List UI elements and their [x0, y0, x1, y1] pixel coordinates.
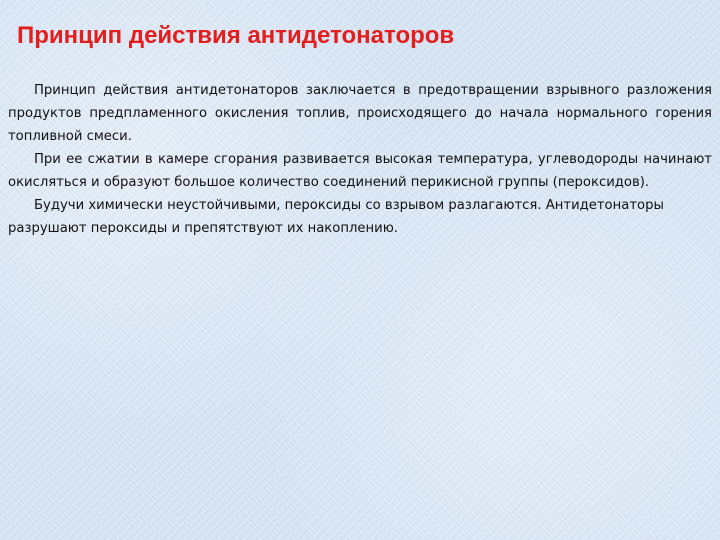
paragraph-compression: При ее сжатии в камере сгорания развивается высокая температура, углеводороды начинают окисляться и образуют большое количество соединений перикисной группы (пероксидов). — [8, 152, 712, 190]
slide-title: Принцип действия антидетонаторов — [17, 22, 455, 49]
paragraph-principle: Принцип действия антидетонаторов заключается в предотвращении взрывного разложения продуктов предпламенного окисления топлив, происходящего до начала нормального горения топливной смеси. — [8, 83, 712, 144]
slide-body — [8, 79, 712, 240]
paragraph-peroxides: Будучи химически неустойчивыми, пероксиды со взрывом разлагаются. Антидетонаторы разрушают пероксиды и препятствуют их накоплению. — [8, 198, 664, 236]
